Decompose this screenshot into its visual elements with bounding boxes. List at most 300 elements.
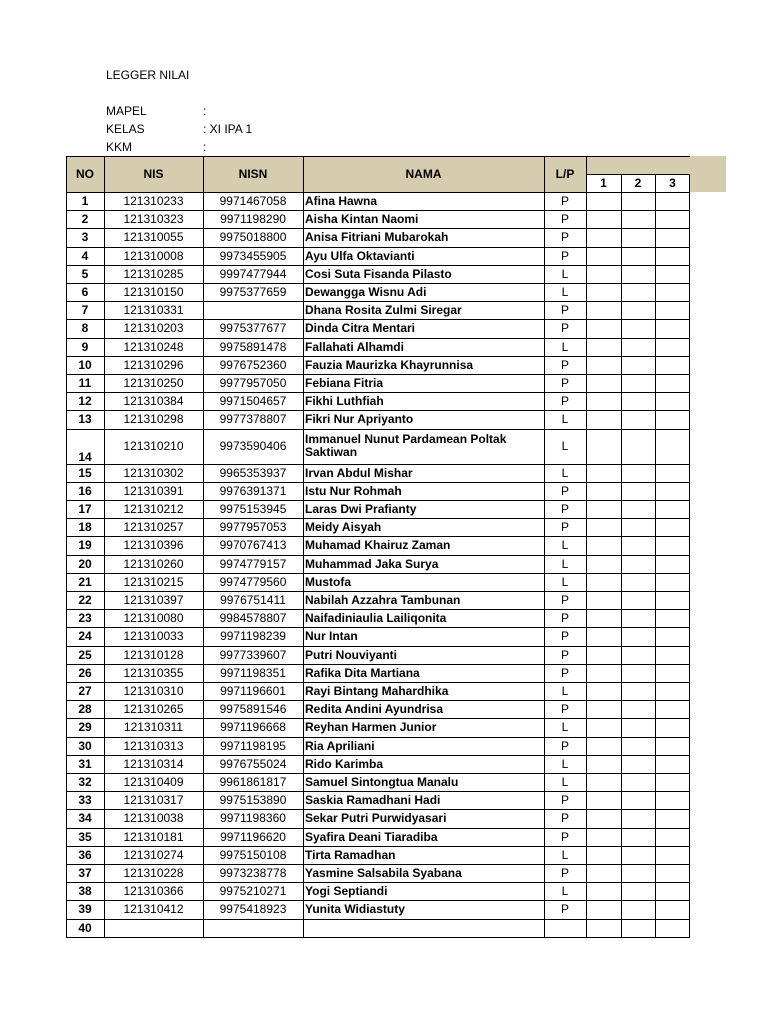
cell-score-2 (621, 664, 655, 682)
cell-nis: 121310317 (123, 793, 184, 808)
kkm-value: : (203, 140, 207, 154)
cell-score-1 (586, 718, 621, 736)
cell-nama: Yogi Septiandi (305, 884, 388, 899)
grid-line (66, 247, 690, 248)
cell-nama: Nur Intan (305, 629, 358, 644)
cell-nisn: 9977957050 (219, 376, 287, 391)
cell-nis: 121310313 (123, 738, 184, 753)
cell-nis: 121310274 (123, 847, 184, 862)
cell-lp: L (561, 574, 569, 589)
grid-line (66, 791, 690, 792)
cell-no: 24 (78, 629, 92, 644)
cell-score-2 (621, 609, 655, 627)
cell-nis: 121310384 (123, 394, 184, 409)
cell-no: 7 (81, 303, 89, 318)
cell-score-2 (621, 319, 655, 337)
cell-score-1 (586, 627, 621, 645)
cell-nis: 121310302 (123, 465, 184, 480)
cell-nama: Sekar Putri Purwidyasari (305, 811, 447, 826)
grid-line (104, 156, 105, 937)
cell-score-2 (621, 791, 655, 809)
cell-nama: Fauzia Maurizka Khayrunnisa (305, 357, 474, 372)
cell-score-1 (586, 518, 621, 536)
grid-line (66, 228, 690, 229)
cell-nama: Fikhi Luthfiah (305, 394, 384, 409)
cell-score-1 (586, 864, 621, 882)
cell-score-2 (621, 864, 655, 882)
cell-nisn: 9973455905 (219, 248, 287, 263)
cell-nisn (203, 301, 303, 319)
cell-nisn: 9975153890 (219, 793, 287, 808)
grid-line (66, 646, 690, 647)
cell-score-3 (655, 429, 690, 464)
cell-no: 13 (78, 412, 92, 427)
grid-line (655, 174, 656, 937)
kelas-value: : XI IPA 1 (203, 122, 253, 136)
cell-score-1 (586, 828, 621, 846)
cell-score-1 (586, 500, 621, 518)
cell-score-3 (655, 755, 690, 773)
cell-nis: 121310008 (123, 248, 184, 263)
cell-score-2 (621, 536, 655, 554)
cell-score-2 (621, 500, 655, 518)
cell-lp: P (560, 738, 569, 753)
cell-score-3 (655, 464, 690, 482)
grid-line (66, 573, 690, 574)
cell-nisn: 9974779560 (219, 574, 287, 589)
cell-score-1 (586, 536, 621, 554)
cell-nis: 121310038 (123, 811, 184, 826)
cell-nama: Dewangga Wisnu Adi (305, 285, 427, 300)
grid-line (66, 919, 690, 920)
cell-score-3 (655, 809, 690, 827)
cell-nisn: 9971196601 (220, 684, 286, 699)
grid-line (66, 718, 690, 719)
grid-line (66, 301, 690, 302)
cell-no: 32 (78, 775, 92, 790)
cell-nisn: 9976751411 (220, 593, 286, 608)
cell-nis: 121310409 (123, 775, 184, 790)
cell-score-3 (655, 319, 690, 337)
cell-nisn: 9975018800 (219, 230, 287, 245)
cell-lp: P (560, 866, 569, 881)
cell-lp: P (560, 502, 569, 517)
cell-score-2 (621, 228, 655, 246)
cell-score-2 (621, 518, 655, 536)
grid-line (66, 156, 67, 937)
cell-score-2 (621, 356, 655, 374)
cell-nisn: 9975891546 (219, 702, 287, 717)
cell-nama: Reyhan Harmen Junior (305, 720, 437, 735)
cell-nis: 121310080 (123, 611, 184, 626)
cell-score-3 (655, 791, 690, 809)
cell-score-1 (586, 791, 621, 809)
cell-no: 29 (78, 720, 92, 735)
cell-score-1 (586, 374, 621, 392)
mapel-value: : (203, 104, 207, 118)
cell-nama: Syafira Deani Tiaradiba (305, 829, 438, 844)
cell-lp: P (560, 902, 569, 917)
cell-score-1 (586, 283, 621, 301)
cell-nisn: 9973238778 (219, 866, 287, 881)
cell-score-3 (655, 356, 690, 374)
cell-nisn: 9971504657 (219, 394, 287, 409)
cell-nis: 121310265 (123, 702, 184, 717)
cell-nisn: 9984578807 (219, 611, 287, 626)
header-score-3: 3 (655, 174, 690, 192)
cell-score-1 (586, 700, 621, 718)
cell-nisn: 9975891478 (219, 339, 287, 354)
cell-score-3 (655, 301, 690, 319)
cell-score-1 (586, 192, 621, 210)
grid-line (586, 156, 587, 937)
cell-nama: Naifadiniaulia Lailiqonita (305, 611, 447, 626)
cell-lp: L (561, 266, 569, 281)
cell-score-2 (621, 846, 655, 864)
cell-nama: Rayi Bintang Mahardhika (305, 684, 449, 699)
cell-score-1 (586, 682, 621, 700)
cell-score-2 (621, 374, 655, 392)
cell-score-1 (586, 210, 621, 228)
cell-lp: L (561, 285, 569, 300)
cell-lp: L (561, 720, 569, 735)
grid-line (66, 338, 690, 339)
cell-no: 28 (78, 702, 92, 717)
cell-lp: P (560, 629, 569, 644)
cell-score-2 (621, 718, 655, 736)
cell-no: 34 (78, 811, 92, 826)
cell-nama: Fikri Nur Apriyanto (305, 412, 414, 427)
cell-nis: 121310228 (123, 866, 184, 881)
cell-score-3 (655, 392, 690, 410)
cell-nis: 121310250 (123, 376, 184, 391)
cell-no: 11 (78, 376, 92, 391)
cell-no: 35 (78, 829, 92, 844)
cell-nisn: 9975153945 (219, 502, 287, 517)
cell-lp: P (560, 483, 569, 498)
cell-score-3 (655, 900, 690, 918)
grid-line (66, 156, 690, 157)
grid-line (66, 283, 690, 284)
header-no: NO (66, 156, 104, 192)
cell-nisn: 9976391371 (219, 483, 287, 498)
grade-sheet-table (66, 156, 726, 942)
grid-line (66, 555, 690, 556)
grid-line (544, 156, 545, 937)
cell-nis: 121310212 (123, 502, 184, 517)
cell-nis: 121310391 (123, 483, 184, 498)
cell-score-2 (621, 591, 655, 609)
cell-nis: 121310323 (123, 212, 184, 227)
cell-nis: 121310203 (123, 321, 184, 336)
cell-score-2 (621, 828, 655, 846)
cell-lp: P (560, 793, 569, 808)
cell-score-3 (655, 846, 690, 864)
cell-nis: 121310128 (123, 647, 184, 662)
grid-line (66, 846, 690, 847)
cell-lp: P (560, 357, 569, 372)
grid-line (66, 882, 690, 883)
cell-nama: Febiana Fitria (305, 376, 384, 391)
mapel-label: MAPEL (106, 104, 147, 118)
cell-score-2 (621, 410, 655, 428)
cell-score-2 (621, 682, 655, 700)
grid-line (66, 682, 690, 683)
grid-line (689, 174, 690, 937)
cell-score-1 (586, 609, 621, 627)
cell-nama: Tirta Ramadhan (305, 847, 396, 862)
cell-score-1 (586, 664, 621, 682)
grid-line (66, 937, 690, 938)
cell-lp: P (560, 212, 569, 227)
cell-score-3 (655, 882, 690, 900)
grid-line (66, 536, 690, 537)
grid-line (66, 609, 690, 610)
cell-score-3 (655, 627, 690, 645)
cell-no: 5 (81, 266, 89, 281)
cell-lp: P (560, 394, 569, 409)
header-score-1: 1 (586, 174, 621, 192)
cell-score-2 (621, 301, 655, 319)
cell-nis: 121310396 (123, 538, 184, 553)
cell-nama: Yasmine Salsabila Syabana (305, 866, 462, 881)
cell-score-2 (621, 482, 655, 500)
cell-nis: 121310298 (123, 412, 184, 427)
cell-score-3 (655, 718, 690, 736)
cell-nisn: 9971198239 (220, 629, 286, 644)
cell-lp: P (560, 321, 569, 336)
cell-nisn: 9971467058 (219, 194, 287, 209)
cell-score-3 (655, 192, 690, 210)
cell-score-1 (586, 591, 621, 609)
cell-nis: 121310033 (123, 629, 184, 644)
cell-nisn: 9977957053 (219, 520, 287, 535)
cell-score-2 (621, 737, 655, 755)
grid-line (66, 864, 690, 865)
cell-nis: 121310314 (123, 756, 184, 771)
header-nama: NAMA (303, 156, 544, 192)
cell-no: 39 (78, 902, 92, 917)
cell-lp: P (560, 829, 569, 844)
cell-no: 1 (81, 194, 89, 209)
cell-nisn: 9975418923 (219, 902, 287, 917)
grid-line (621, 174, 622, 937)
cell-nama: Saskia Ramadhani Hadi (305, 793, 441, 808)
cell-no: 2 (81, 212, 89, 227)
header-nis: NIS (104, 156, 203, 192)
cell-score-2 (621, 265, 655, 283)
cell-no: 16 (78, 483, 92, 498)
cell-nisn: 9971198351 (220, 665, 286, 680)
cell-score-1 (586, 900, 621, 918)
cell-no: 21 (78, 574, 92, 589)
cell-nis: 121310181 (123, 829, 184, 844)
grid-line (203, 156, 204, 937)
cell-score-3 (655, 518, 690, 536)
cell-nama: Putri Nouviyanti (305, 647, 398, 662)
cell-nama: Irvan Abdul Mishar (305, 465, 413, 480)
cell-score-3 (655, 410, 690, 428)
cell-no: 18 (78, 520, 92, 535)
header-lp: L/P (544, 156, 586, 192)
cell-no: 22 (78, 593, 92, 608)
cell-score-1 (586, 265, 621, 283)
cell-score-3 (655, 482, 690, 500)
cell-nisn: 9977339607 (219, 647, 287, 662)
cell-nis: 121310412 (123, 902, 184, 917)
cell-nama: Anisa Fitriani Mubarokah (305, 230, 449, 245)
cell-no: 36 (78, 847, 92, 862)
cell-score-1 (586, 482, 621, 500)
cell-nama: Immanuel Nunut Pardamean Poltak Saktiwan (305, 432, 507, 460)
grid-line (66, 429, 690, 430)
grid-line (66, 773, 690, 774)
cell-score-2 (621, 555, 655, 573)
cell-nisn: 9997477944 (219, 266, 287, 281)
cell-nisn: 9975377677 (219, 321, 287, 336)
cell-nis: 121310310 (123, 684, 184, 699)
cell-nama: Afina Hawna (305, 194, 378, 209)
cell-nama: Ayu Ulfa Oktavianti (305, 248, 415, 263)
cell-score-3 (655, 500, 690, 518)
cell-nis (104, 919, 203, 937)
cell-lp: P (560, 665, 569, 680)
cell-score-1 (586, 555, 621, 573)
cell-nisn: 9971198195 (220, 738, 286, 753)
cell-score-2 (621, 247, 655, 265)
cell-score-2 (621, 210, 655, 228)
cell-lp: L (561, 439, 569, 454)
cell-score-2 (621, 773, 655, 791)
grid-line (66, 809, 690, 810)
cell-score-1 (586, 301, 621, 319)
cell-nisn: 9975210271 (219, 884, 287, 899)
cell-nama: Yunita Widiastuty (305, 902, 405, 917)
cell-lp: P (560, 520, 569, 535)
cell-lp: L (561, 538, 569, 553)
cell-score-1 (586, 737, 621, 755)
cell-nama: Mustofa (305, 574, 351, 589)
cell-score-3 (655, 682, 690, 700)
cell-no: 8 (81, 321, 89, 336)
cell-no: 26 (78, 665, 92, 680)
cell-nisn: 9974779157 (219, 556, 287, 571)
cell-no: 19 (78, 538, 92, 553)
cell-score-2 (621, 283, 655, 301)
header-nisn: NISN (203, 156, 303, 192)
cell-lp: L (561, 756, 569, 771)
cell-score-3 (655, 228, 690, 246)
cell-nisn: 9965353937 (219, 465, 287, 480)
grid-line (66, 664, 690, 665)
cell-nis: 121310210 (123, 439, 184, 454)
cell-lp: P (560, 194, 569, 209)
cell-nis: 121310150 (123, 285, 184, 300)
cell-score-2 (621, 700, 655, 718)
cell-score-3 (655, 210, 690, 228)
grid-line (66, 192, 690, 193)
cell-score-3 (655, 591, 690, 609)
cell-lp: P (560, 811, 569, 826)
cell-nisn: 9975377659 (219, 285, 287, 300)
cell-no: 33 (78, 793, 92, 808)
cell-nama: Cosi Suta Fisanda Pilasto (305, 266, 452, 281)
cell-score-3 (655, 555, 690, 573)
cell-score-3 (655, 573, 690, 591)
cell-score-3 (655, 737, 690, 755)
cell-nis: 121310260 (123, 556, 184, 571)
cell-score-2 (621, 900, 655, 918)
cell-score-3 (655, 864, 690, 882)
cell-nama: Aisha Kintan Naomi (305, 212, 419, 227)
grid-line (586, 174, 690, 175)
cell-score-1 (586, 882, 621, 900)
cell-nama: Fallahati Alhamdi (305, 339, 404, 354)
cell-lp: P (560, 230, 569, 245)
cell-lp: L (561, 339, 569, 354)
cell-lp: L (561, 884, 569, 899)
cell-nis: 121310366 (123, 884, 184, 899)
cell-score-1 (586, 338, 621, 356)
cell-score-2 (621, 627, 655, 645)
cell-score-1 (586, 919, 621, 937)
cell-nis: 121310355 (123, 665, 184, 680)
cell-nisn: 9976755024 (219, 756, 287, 771)
cell-nisn: 9975150108 (219, 847, 287, 862)
cell-lp: L (561, 465, 569, 480)
cell-nama: Meidy Aisyah (305, 520, 382, 535)
cell-score-1 (586, 755, 621, 773)
cell-score-1 (586, 319, 621, 337)
grid-line (66, 482, 690, 483)
cell-no: 23 (78, 611, 92, 626)
cell-nisn: 9971198360 (220, 811, 286, 826)
cell-nis: 121310331 (123, 303, 184, 318)
cell-score-3 (655, 664, 690, 682)
grid-line (66, 410, 690, 411)
cell-nisn: 9971198290 (220, 212, 286, 227)
cell-nisn: 9971196620 (220, 829, 286, 844)
cell-lp: P (560, 611, 569, 626)
cell-no: 25 (78, 647, 92, 662)
cell-score-2 (621, 919, 655, 937)
grid-line (66, 265, 690, 266)
cell-no: 17 (78, 502, 92, 517)
cell-nama: Dhana Rosita Zulmi Siregar (305, 303, 462, 318)
cell-no: 30 (78, 738, 92, 753)
cell-score-1 (586, 356, 621, 374)
cell-no: 37 (78, 866, 92, 881)
grid-line (66, 755, 690, 756)
header-score-2: 2 (621, 174, 655, 192)
cell-score-1 (586, 228, 621, 246)
cell-nis: 121310257 (123, 520, 184, 535)
cell-nisn: 9973590406 (219, 439, 287, 454)
grid-line (66, 356, 690, 357)
cell-lp: P (560, 248, 569, 263)
cell-nis: 121310233 (123, 194, 184, 209)
cell-score-1 (586, 429, 621, 464)
cell-score-3 (655, 646, 690, 664)
cell-no: 15 (78, 465, 92, 480)
cell-nisn: 9961861817 (219, 775, 287, 790)
cell-score-2 (621, 573, 655, 591)
cell-score-1 (586, 247, 621, 265)
cell-nis: 121310055 (123, 230, 184, 245)
kelas-label: KELAS (106, 122, 145, 136)
kkm-label: KKM (106, 140, 133, 154)
cell-lp: P (560, 702, 569, 717)
